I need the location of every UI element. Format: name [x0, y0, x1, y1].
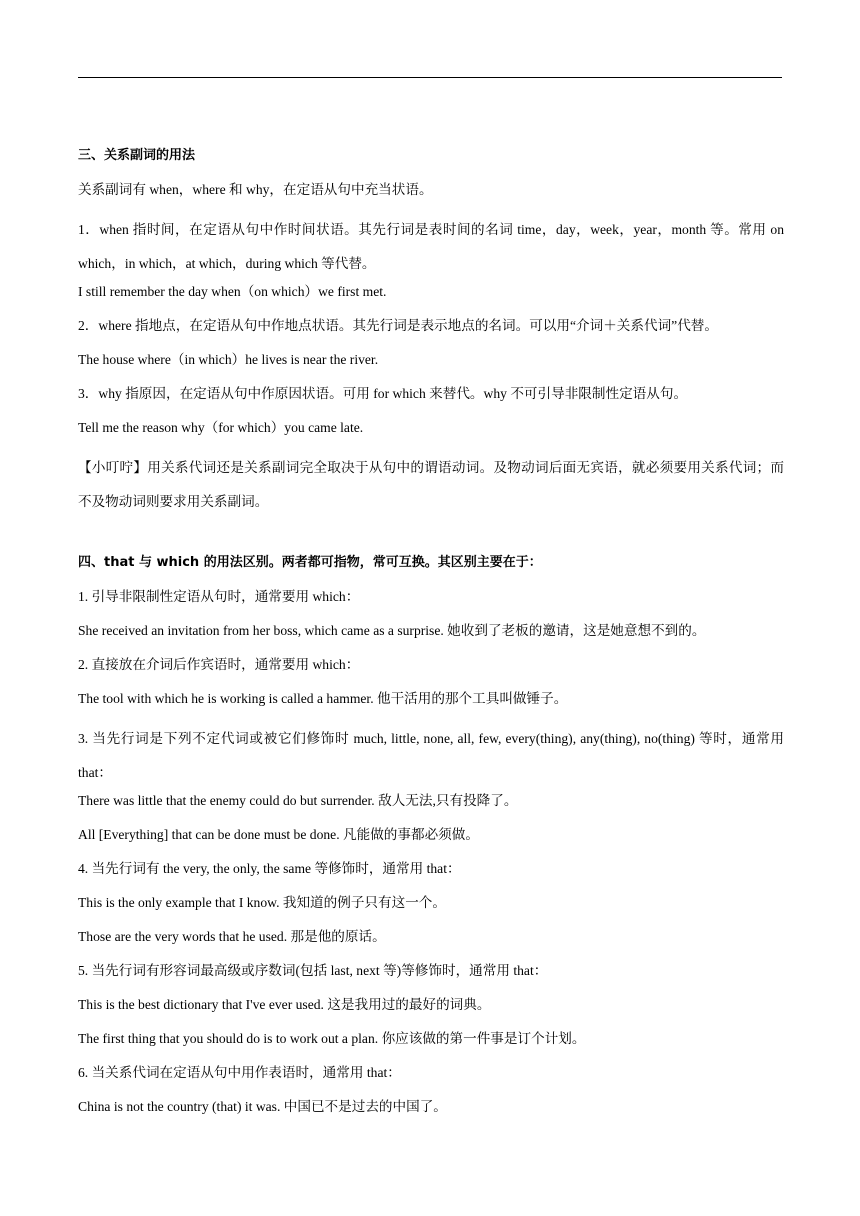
- where-example: The house where（in which）he lives is near the river.: [78, 352, 379, 367]
- rule-6: 6. 当关系代词在定语从句中用作表语时，通常用 that：: [78, 1065, 401, 1080]
- example-4a: This is the only example that I know. 我知道的例子只有这一个。: [78, 895, 446, 910]
- example-4b: Those are the very words that he used. 那是他的原话。: [78, 929, 386, 944]
- when-rule: 1．when 指时间，在定语从句中作时间状语。其先行词是表时间的名词 time，day，week，year，month 等。常用 on which，in which，at which，during which 等代替。: [78, 222, 784, 271]
- why-rule: 3．why 指原因，在定语从句中作原因状语。可用 for which 来替代。why 不可引导非限制性定语从句。: [78, 386, 688, 401]
- rule-1: 1. 引导非限制性定语从句时，通常要用 which：: [78, 589, 360, 604]
- example-2: The tool with which he is working is called a hammer. 他干活用的那个工具叫做锤子。: [78, 691, 568, 706]
- example-1: She received an invitation from her boss, which came as a surprise. 她收到了老板的邀请，这是她意想不到的。: [78, 623, 706, 638]
- example-6: China is not the country (that) it was. 中国已不是过去的中国了。: [78, 1099, 447, 1114]
- section-3-intro: 关系副词有 when，where 和 why，在定语从句中充当状语。: [78, 182, 433, 197]
- example-3b: All [Everything] that can be done must be done. 凡能做的事都必须做。: [78, 827, 479, 842]
- rule-5: 5. 当先行词有形容词最高级或序数词(包括 last, next 等)等修饰时，通常用 that：: [78, 963, 548, 978]
- why-example: Tell me the reason why（for which）you came late.: [78, 420, 364, 435]
- where-rule: 2．where 指地点，在定语从句中作地点状语。其先行词是表示地点的名词。可以用“介词＋关系代词”代替。: [78, 318, 718, 333]
- document-body: [78, 145, 784, 1130]
- example-5b: The first thing that you should do is to work out a plan. 你应该做的第一件事是订个计划。: [78, 1031, 586, 1046]
- tip-paragraph: 【小叮咛】用关系代词还是关系副词完全取决于从句中的谓语动词。及物动词后面无宾语，就必须要用关系代词；而不及物动词则要求用关系副词。: [78, 460, 784, 509]
- header-rule: [78, 77, 782, 78]
- example-3a: There was little that the enemy could do but surrender. 敌人无法,只有投降了。: [78, 793, 518, 808]
- section-3-heading: 三、关系副词的用法: [78, 148, 196, 163]
- section-spacer: [78, 519, 784, 552]
- when-example: I still remember the day when（on which）we first met.: [78, 284, 387, 299]
- rule-3: 3. 当先行词是下列不定代词或被它们修饰时 much, little, none, all, few, every(thing), any(thing), no(thing) 等时，通常用 that：: [78, 731, 784, 780]
- rule-2: 2. 直接放在介词后作宾语时，通常要用 which：: [78, 657, 360, 672]
- section-4-heading: 四、that 与 which 的用法区别。两者都可指物，常可互换。其区别主要在于：: [78, 555, 542, 570]
- rule-4: 4. 当先行词有 the very, the only, the same 等修饰时，通常用 that：: [78, 861, 461, 876]
- example-5a: This is the best dictionary that I've ever used. 这是我用过的最好的词典。: [78, 997, 491, 1012]
